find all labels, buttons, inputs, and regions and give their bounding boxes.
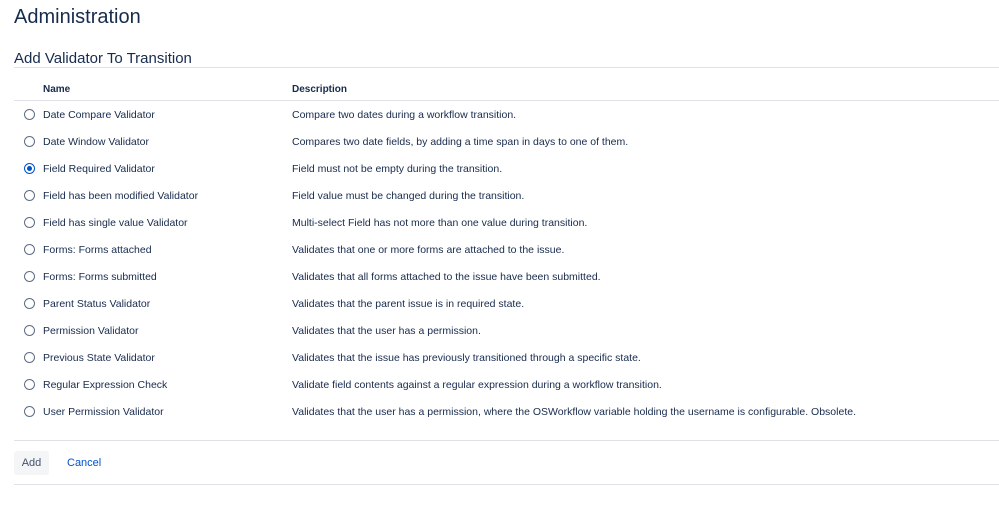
validator-radio[interactable]	[24, 136, 35, 147]
validator-radio[interactable]	[24, 217, 35, 228]
validator-radio[interactable]	[24, 271, 35, 282]
table-row[interactable]	[14, 128, 999, 155]
validator-description: Field value must be changed during the transition.	[292, 189, 525, 202]
radio-cell	[14, 209, 43, 236]
section-divider	[14, 67, 999, 68]
table-row[interactable]	[14, 344, 999, 371]
description-column-header: Description	[292, 84, 999, 101]
table-row[interactable]	[14, 317, 999, 344]
radio-cell	[14, 290, 43, 317]
table-row[interactable]	[14, 263, 999, 290]
radio-cell	[14, 371, 43, 398]
add-button[interactable]: Add	[14, 451, 49, 475]
validator-name[interactable]: User Permission Validator	[43, 405, 164, 418]
validator-radio[interactable]	[24, 109, 35, 120]
radio-column-header	[14, 84, 43, 101]
footer-divider-bottom	[14, 484, 999, 485]
table-header-row	[14, 84, 999, 101]
cancel-link[interactable]: Cancel	[67, 457, 102, 469]
validator-description: Validates that one or more forms are attached to the issue.	[292, 243, 565, 256]
validator-description: Validates that the issue has previously transitioned through a specific state.	[292, 351, 641, 364]
validator-name[interactable]: Date Window Validator	[43, 135, 150, 148]
radio-cell	[14, 398, 43, 425]
validator-name[interactable]: Date Compare Validator	[43, 108, 155, 121]
name-column-header: Name	[43, 84, 292, 101]
validator-name[interactable]: Forms: Forms submitted	[43, 270, 157, 283]
validator-radio[interactable]	[24, 379, 35, 390]
radio-cell	[14, 317, 43, 344]
validator-name[interactable]: Permission Validator	[43, 324, 139, 337]
validator-name[interactable]: Field has been modified Validator	[43, 189, 199, 202]
validator-name[interactable]: Field has single value Validator	[43, 216, 188, 229]
validator-description: Compares two date fields, by adding a time span in days to one of them.	[292, 135, 629, 148]
validator-radio[interactable]	[24, 244, 35, 255]
radio-cell	[14, 155, 43, 182]
footer-divider-top	[14, 440, 999, 441]
validator-radio[interactable]	[24, 163, 35, 174]
validator-description: Validates that the user has a permission, where the OSWorkflow variable holding the username is configurable. Obsolete.	[292, 405, 856, 418]
validator-description: Validates that all forms attached to the issue have been submitted.	[292, 270, 601, 283]
validator-description: Validates that the user has a permission.	[292, 324, 481, 337]
validator-description: Compare two dates during a workflow transition.	[292, 108, 517, 121]
validator-name[interactable]: Regular Expression Check	[43, 378, 168, 391]
validator-rows	[14, 101, 999, 426]
radio-cell	[14, 344, 43, 371]
radio-cell	[14, 128, 43, 155]
radio-cell	[14, 101, 43, 129]
table-row[interactable]	[14, 290, 999, 317]
table-row[interactable]	[14, 398, 999, 425]
table-row[interactable]	[14, 209, 999, 236]
table-row[interactable]	[14, 371, 999, 398]
validator-description: Field must not be empty during the transition.	[292, 162, 503, 175]
validator-name[interactable]: Previous State Validator	[43, 351, 155, 364]
validator-table	[14, 84, 999, 425]
validator-name[interactable]: Forms: Forms attached	[43, 243, 152, 256]
radio-cell	[14, 236, 43, 263]
validator-radio[interactable]	[24, 190, 35, 201]
validator-radio[interactable]	[24, 325, 35, 336]
validator-radio[interactable]	[24, 406, 35, 417]
table-row[interactable]	[14, 182, 999, 209]
validator-name[interactable]: Parent Status Validator	[43, 297, 151, 310]
section-title: Add Validator To Transition	[14, 50, 192, 67]
validator-radio[interactable]	[24, 298, 35, 309]
radio-cell	[14, 263, 43, 290]
validator-description: Validates that the parent issue is in required state.	[292, 297, 525, 310]
validator-description: Validate field contents against a regular expression during a workflow transition.	[292, 378, 662, 391]
validator-radio[interactable]	[24, 352, 35, 363]
page-title: Administration	[14, 6, 141, 28]
radio-cell	[14, 182, 43, 209]
table-row[interactable]	[14, 155, 999, 182]
table-row[interactable]	[14, 236, 999, 263]
validator-name[interactable]: Field Required Validator	[43, 162, 155, 175]
table-row[interactable]	[14, 101, 999, 129]
validator-description: Multi-select Field has not more than one value during transition.	[292, 216, 588, 229]
